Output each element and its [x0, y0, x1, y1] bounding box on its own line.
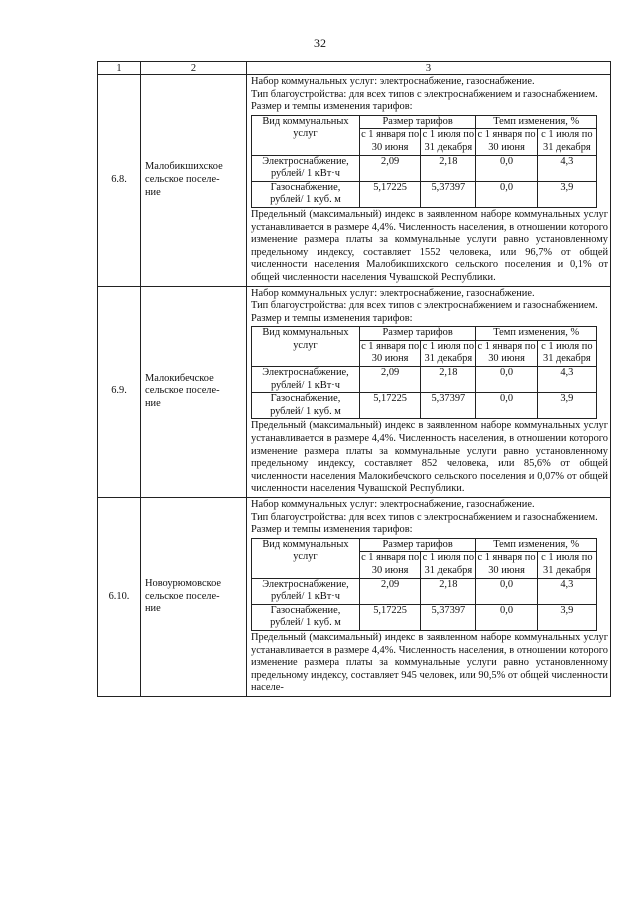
- tariff-value: 5,37397: [421, 604, 476, 630]
- settlement-name-line: Малокибечское: [145, 372, 214, 384]
- tariff-value: 4,3: [537, 578, 596, 604]
- header-col-3: 3: [247, 62, 611, 75]
- tariff-service: Электроснабжение, рублей/ 1 кВт·ч: [252, 367, 360, 393]
- services-line: Набор коммунальных услуг: электроснабжение, газоснабжение.: [251, 76, 535, 87]
- settlement-description: [247, 75, 611, 287]
- tariff-value: 5,37397: [421, 181, 476, 207]
- tariff-col-service: Вид коммунальных услуг: [252, 327, 360, 367]
- tariff-value: 0,0: [476, 181, 537, 207]
- settlement-row: [98, 75, 611, 287]
- improvement-line: Тип благоустройства: для всех типов с электроснабжением и газоснабжением.: [251, 511, 598, 523]
- tariff-value: 3,9: [537, 604, 596, 630]
- tariff-document-table: [97, 61, 611, 697]
- settlement-name: [141, 75, 247, 287]
- tariff-row: [252, 155, 597, 181]
- header-row: [98, 62, 611, 75]
- header-col-1: 1: [98, 62, 141, 75]
- settlement-row: [98, 498, 611, 697]
- tariff-value: 2,18: [421, 367, 476, 393]
- tariff-value: 4,3: [537, 367, 596, 393]
- tariff-col-size: Размер тарифов: [359, 115, 475, 129]
- tariffs-title: Размер и темпы изменения тарифов:: [251, 524, 413, 536]
- tariff-period: с 1 июля по 31 декабря: [421, 129, 476, 155]
- settlement-name: [141, 498, 247, 697]
- settlement-name-line: сельское поселе-: [145, 173, 220, 185]
- tariff-row: [252, 578, 597, 604]
- tariff-value: 2,09: [359, 578, 420, 604]
- tariff-service: Электроснабжение, рублей/ 1 кВт·ч: [252, 578, 360, 604]
- tariff-value: 3,9: [537, 393, 596, 419]
- tariff-col-rate: Темп изменения, %: [476, 115, 597, 129]
- settlement-description: [247, 498, 611, 697]
- tariff-value: 4,3: [537, 155, 596, 181]
- settlement-name-line: ние: [145, 603, 161, 615]
- tariff-row: [252, 181, 597, 207]
- tariff-col-rate: Темп изменения, %: [476, 327, 597, 341]
- tariff-period: с 1 июля по 31 декабря: [537, 552, 596, 578]
- services-line: Набор коммунальных услуг: электроснабжение, газоснабжение.: [251, 499, 535, 510]
- tariff-value: 2,18: [421, 155, 476, 181]
- services-line: Набор коммунальных услуг: электроснабжение, газоснабжение.: [251, 287, 535, 299]
- tariff-table: [251, 326, 597, 419]
- tariff-value: 5,17225: [359, 393, 420, 419]
- tariff-value: 2,18: [421, 578, 476, 604]
- header-col-2: 2: [141, 62, 247, 75]
- tariff-table: [251, 115, 597, 208]
- page-number: 32: [314, 36, 326, 50]
- tariffs-title: Размер и темпы изменения тарифов:: [251, 101, 413, 113]
- improvement-line: Тип благоустройства: для всех типов с электроснабжением и газоснабжением.: [251, 300, 598, 312]
- tariff-value: 5,17225: [359, 604, 420, 630]
- tariff-value: 5,37397: [421, 393, 476, 419]
- tariff-period: с 1 июля по 31 декабря: [537, 129, 596, 155]
- settlement-name-line: ние: [145, 186, 161, 198]
- tariff-period: с 1 июля по 31 декабря: [421, 340, 476, 366]
- tariff-value: 0,0: [476, 604, 537, 630]
- tariff-period: с 1 января по 30 июня: [359, 129, 420, 155]
- index-text: Предельный (максимальный) индекс в заявленном наборе коммунальных услуг устанавливается в размере 4,4%. Численность населения, в отношении которого изменение размера платы за коммунальные услуги равно установленному предельному индексу, составляет 852 человека, или 85,6% от общей численности населения Малокибечского сельского поселения и 0,07% от общей численности населения Чувашской Республики.: [251, 420, 608, 495]
- tariff-value: 3,9: [537, 181, 596, 207]
- settlement-name-line: Новоурюмовское: [145, 578, 222, 590]
- settlement-name-line: Малобикшихское: [145, 161, 223, 173]
- tariff-table: [251, 538, 597, 631]
- index-text: Предельный (максимальный) индекс в заявленном наборе коммунальных услуг устанавливается в размере 4,4%. Численность населения, в отношении которого изменение размера платы за коммунальные услуги равно установленному предельному индексу, составляет 1552 человека, или 96,7% от общей численности населения Малобикшихского сельского поселения и 0,1% от общей численности населения Чувашской Республики.: [251, 208, 608, 283]
- tariff-col-size: Размер тарифов: [359, 327, 475, 341]
- tariff-value: 0,0: [476, 367, 537, 393]
- tariffs-title: Размер и темпы изменения тарифов:: [251, 312, 413, 324]
- row-number: 6.9.: [98, 286, 141, 498]
- tariff-period: с 1 января по 30 июня: [476, 552, 537, 578]
- index-text: Предельный (максимальный) индекс в заявленном наборе коммунальных услуг устанавливается в размере 4,4%. Численность населения, в отношении которого изменение размера платы за коммунальные услуги равно установленному предельному индексу, составляет 945 человек, или 90,5% от общей численности населе-: [251, 631, 608, 694]
- tariff-value: 0,0: [476, 155, 537, 181]
- tariff-service: Газоснабжение, рублей/ 1 куб. м: [252, 604, 360, 630]
- tariff-col-service: Вид коммунальных услуг: [252, 115, 360, 155]
- tariff-service: Газоснабжение, рублей/ 1 куб. м: [252, 181, 360, 207]
- settlement-name-line: ние: [145, 398, 161, 410]
- improvement-line: Тип благоустройства: для всех типов с электроснабжением и газоснабжением.: [251, 88, 598, 100]
- tariff-row: [252, 604, 597, 630]
- tariff-row: [252, 367, 597, 393]
- tariff-period: с 1 июля по 31 декабря: [421, 552, 476, 578]
- tariff-period: с 1 января по 30 июня: [476, 340, 537, 366]
- tariff-row: [252, 393, 597, 419]
- tariff-value: 2,09: [359, 155, 420, 181]
- tariff-value: 2,09: [359, 367, 420, 393]
- tariff-value: 0,0: [476, 393, 537, 419]
- tariff-period: с 1 января по 30 июня: [476, 129, 537, 155]
- settlement-row: [98, 286, 611, 498]
- settlement-name-line: сельское поселе-: [145, 385, 220, 397]
- tariff-value: 0,0: [476, 578, 537, 604]
- tariff-col-rate: Темп изменения, %: [476, 538, 597, 552]
- settlement-description: [247, 286, 611, 498]
- tariff-service: Электроснабжение, рублей/ 1 кВт·ч: [252, 155, 360, 181]
- row-number: 6.10.: [98, 498, 141, 697]
- settlement-name: [141, 286, 247, 498]
- tariff-col-size: Размер тарифов: [359, 538, 475, 552]
- tariff-col-service: Вид коммунальных услуг: [252, 538, 360, 578]
- tariff-period: с 1 января по 30 июня: [359, 552, 420, 578]
- tariff-service: Газоснабжение, рублей/ 1 куб. м: [252, 393, 360, 419]
- tariff-period: с 1 января по 30 июня: [359, 340, 420, 366]
- settlement-name-line: сельское поселе-: [145, 590, 220, 602]
- tariff-period: с 1 июля по 31 декабря: [537, 340, 596, 366]
- row-number: 6.8.: [98, 75, 141, 287]
- tariff-value: 5,17225: [359, 181, 420, 207]
